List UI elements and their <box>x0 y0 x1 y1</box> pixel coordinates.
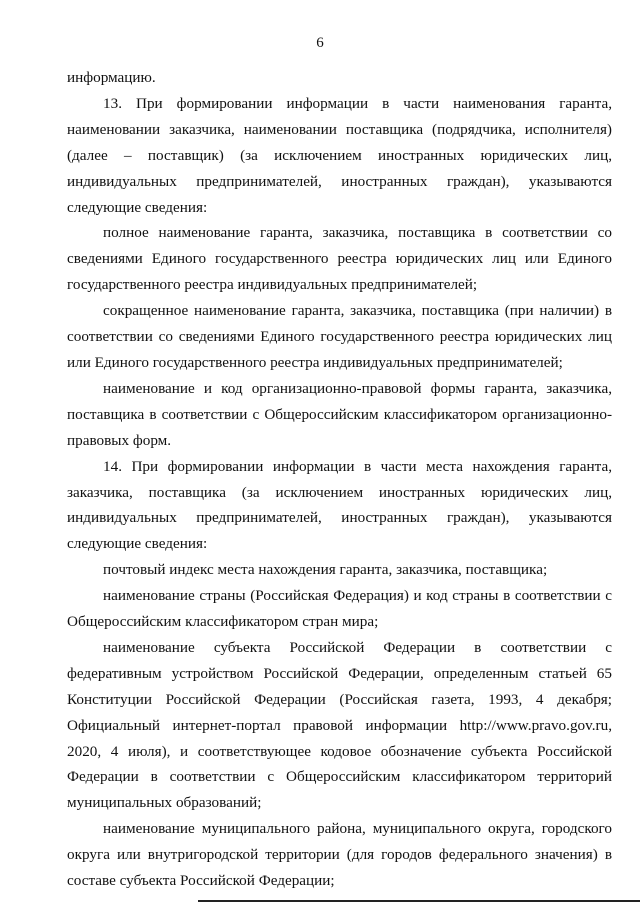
paragraph-clause-14: 14. При формировании информации в части места нахождения гаранта, заказчика, поставщика (за исключением иностранных юридических лиц, индивидуальных предпринимателей, иностранных граждан), указываются следующие сведения: <box>67 457 612 553</box>
page-bottom-edge <box>198 900 640 902</box>
paragraph-full-name: полное наименование гаранта, заказчика, поставщика в соответствии со сведениями Единого государственного реестра юридических лиц или Единого государственного реестра индивидуальных предпринимателей; <box>67 224 612 294</box>
paragraph-postal-index: почтовый индекс места нахождения гаранта, заказчика, поставщика; <box>103 561 548 579</box>
paragraph-municipality: наименование муниципального района, муниципального округа, городского округа или внутригородской территории (для городов федерального значения) в составе субъекта Российской Федерации; <box>67 820 612 890</box>
paragraph-country: наименование страны (Российская Федерация) и код страны в соответствии с Общероссийским классификатором стран мира; <box>67 587 612 631</box>
paragraph-continuation: информацию. <box>67 69 156 86</box>
page-number: 6 <box>316 35 324 51</box>
document-body <box>67 65 612 894</box>
paragraph-clause-13: 13. При формировании информации в части наименования гаранта, наименовании заказчика, наименовании поставщика (подрядчика, исполнителя) (далее – поставщик) (за исключением иностранных юридических лиц, индивидуальных предпринимателей, иностранных граждан), указываются следующие сведения: <box>67 94 612 216</box>
paragraph-legal-form: наименование и код организационно-правовой формы гаранта, заказчика, поставщика в соответствии с Общероссийским классификатором организационно-правовых форм. <box>67 379 612 449</box>
paragraph-short-name: сокращенное наименование гаранта, заказчика, поставщика (при наличии) в соответствии со сведениями Единого государственного реестра юридических лиц или Единого государственного реестра индивидуальных предпринимателей; <box>67 302 612 371</box>
paragraph-federal-subject: наименование субъекта Российской Федерации в соответствии с федеративным устройством Российской Федерации, определенным статьей 65 Конституции Российской Федерации (Российская газета, 1993, 4 декабря; Официальный интернет-портал правовой информации http://www.pravo.gov.ru, 2020, 4 июля), и соответствующее кодовое обозначение субъекта Российской Федерации в соответствии с Общероссийским классификатором территорий муниципальных образований; <box>67 638 612 812</box>
